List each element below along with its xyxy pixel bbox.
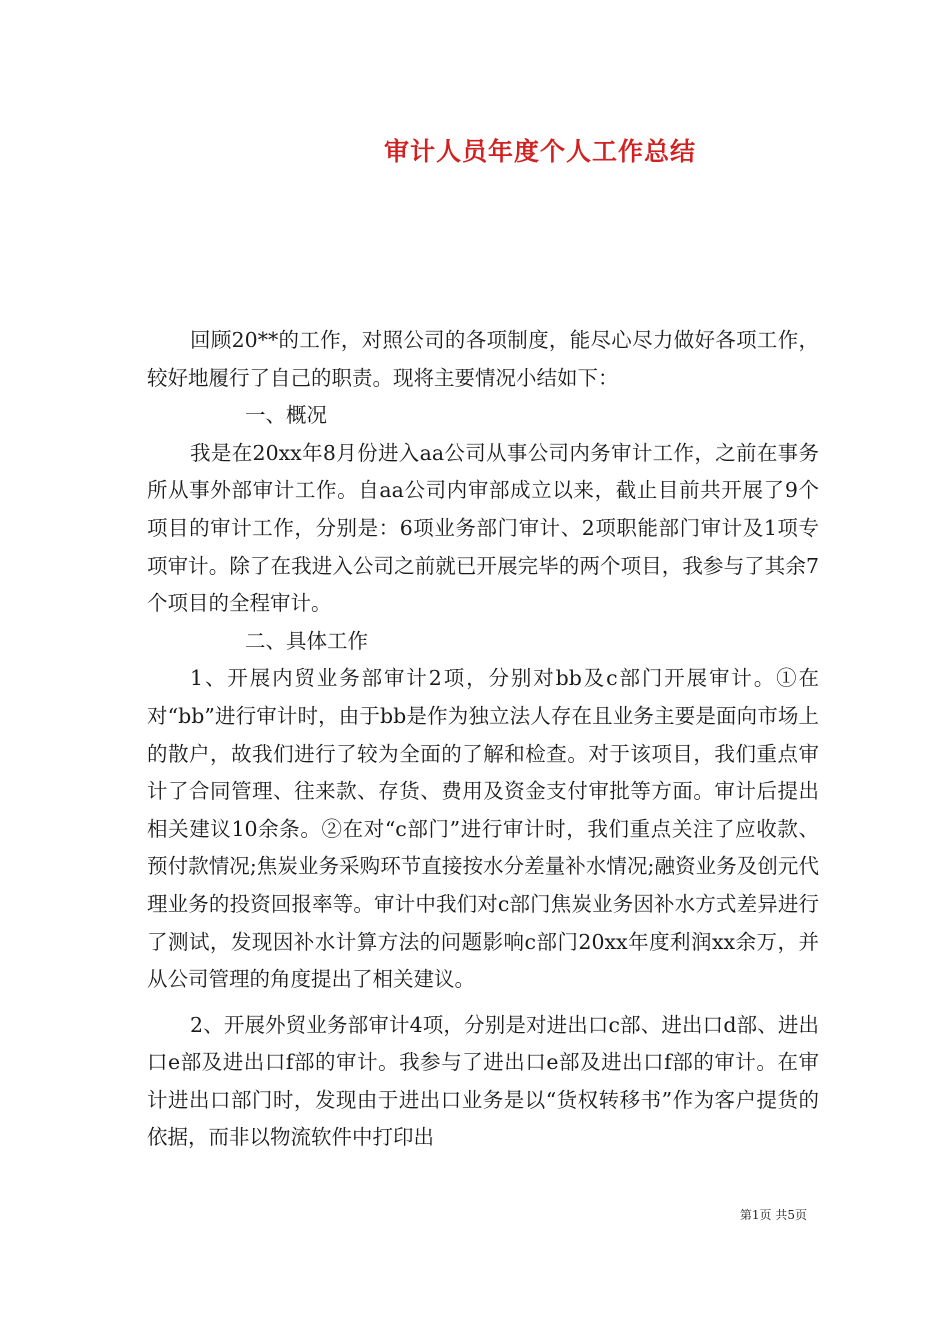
paragraph-domestic-audit: 1、开展内贸业务部审计2项，分别对bb及c部门开展审计。①在对“bb”进行审计时，由于bb是作为独立法人存在且业务主要是面向市场上的散户，故我们进行了较为全面的了解和检查。对于该项目，我们重点审计了合同管理、往来款、存货、费用及资金支付审批等方面。审计后提出相关建议10余条。②在对“c部门”进行审计时，我们重点关注了应收款、预付款情况;焦炭业务采购环节直接按水分差量补水情况;融资业务及创元代理业务的投资回报率等。审计中我们对c部门焦炭业务因补水方式差异进行了测试，发现因补水计算方法的问题影响c部门20xx年度利润xx余万，并从公司管理的角度提出了相关建议。 <box>147 666 819 992</box>
page-number: 第1页 共5页 <box>739 1208 807 1222</box>
document-title: 审计人员年度个人工作总结 <box>383 137 696 166</box>
paragraph-overview: 我是在20xx年8月份进入aa公司从事公司内务审计工作，之前在事务所从事外部审计工作。自aa公司内审部成立以来，截止目前共开展了9个项目的审计工作，分别是：6项业务部门审计、2项职能部门审计及1项专项审计。除了在我进入公司之前就已开展完毕的两个项目，我参与了其余7个项目的全程审计。 <box>147 440 819 616</box>
paragraph-foreign-audit: 2、开展外贸业务部审计4项，分别是对进出口c部、进出口d部、进出口e部及进出口f部的审计。我参与了进出口e部及进出口f部的审计。在审计进出口部门时，发现由于进出口业务是以“货权转移书”作为客户提货的依据，而非以物流软件中打印出 <box>147 1012 819 1150</box>
document-body <box>147 322 819 1157</box>
paragraph-intro: 回顾20**的工作，对照公司的各项制度，能尽心尽力做好各项工作，较好地履行了自己的职责。现将主要情况小结如下： <box>147 328 819 390</box>
section-heading-overview: 一、概况 <box>245 403 327 428</box>
section-heading-specific-work: 二、具体工作 <box>245 628 368 653</box>
